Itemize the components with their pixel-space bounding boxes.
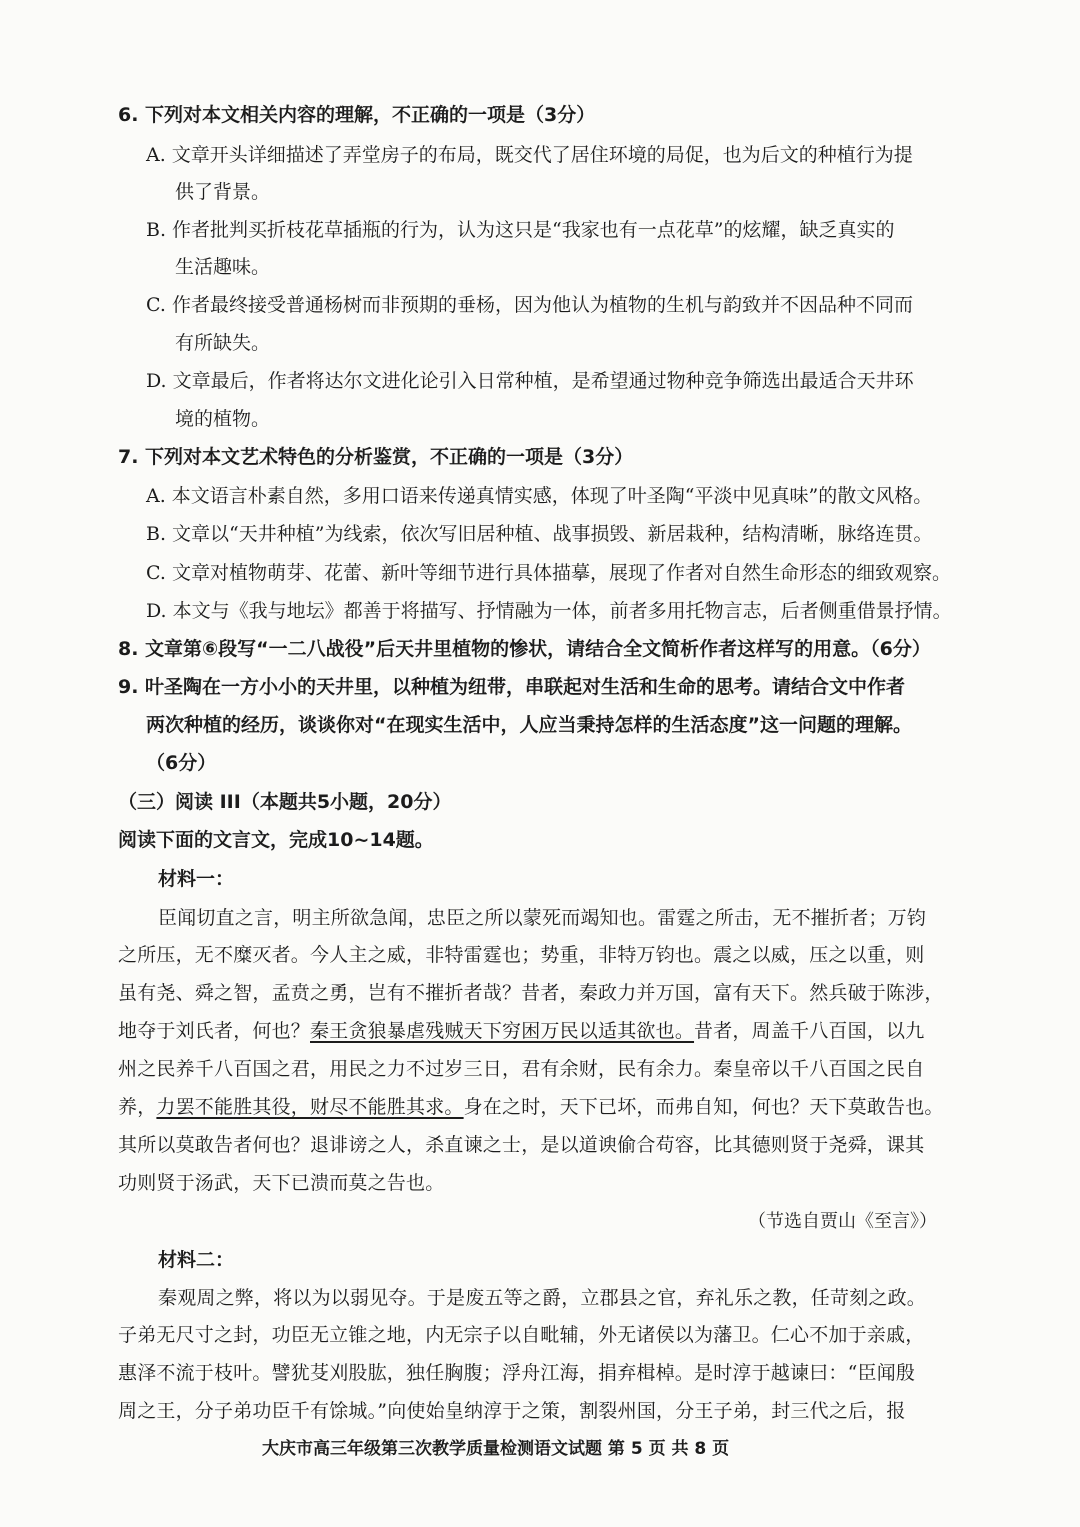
question-9-line2: 两次种植的经历，谈谈你对“在现实生活中，人应当秉持怎样的生活态度”这一问题的理解。 <box>146 714 912 736</box>
question-6-stem: 6. 下列对本文相关内容的理解，不正确的一项是（3分） <box>118 104 596 126</box>
material-1-line4 <box>118 1018 924 1044</box>
material-1-line5: 州之民养千八百国之君，用民之力不过岁三日，君有余财，民有余力。秦皇帝以千八百国之民自 <box>118 1058 925 1080</box>
material-2-line3: 惠泽不流于枝叶。譬犹芟刈股肱，独任胸腹；浮舟江海，捐弃楫棹。是时淳于越谏曰：“臣闻殷 <box>118 1362 916 1384</box>
question-9-line3: （6分） <box>146 752 217 774</box>
question-6-option-a-line1: A. 文章开头详细描述了弄堂房子的布局，既交代了居住环境的局促，也为后文的种植行为提 <box>146 144 913 166</box>
material-1-line8: 功则贤于汤武，天下已溃而莫之告也。 <box>118 1172 445 1194</box>
material-1-line3: 虽有尧、舜之智，孟贲之勇，岂有不摧折者哉？昔者，秦政力并万国，富有天下。然兵破于陈涉， <box>118 982 944 1004</box>
question-7-stem: 7. 下列对本文艺术特色的分析鉴赏，不正确的一项是（3分） <box>118 446 634 468</box>
material-1-line6-start: 养， <box>118 1096 157 1118</box>
question-7-option-a: A. 本文语言朴素自然，多用口语来传递真情实感，体现了叶圣陶“平淡中见真味”的散文风格。 <box>146 485 933 507</box>
question-6-option-b-line2: 生活趣味。 <box>175 256 271 278</box>
material-1-line7: 其所以莫敢告者何也？退诽谤之人，杀直谏之士，是以道谀偷合苟容，比其德则贤于尧舜，课其 <box>118 1134 925 1156</box>
material-1-line4-end: 昔者，周盖千八百国，以九 <box>694 1020 925 1042</box>
material-1-underlined-sentence-1: 秦王贪狼暴虐残贼天下穷困万民以适其欲也。 <box>310 1020 695 1042</box>
material-2-line2: 子弟无尺寸之封，功臣无立锥之地，内无宗子以自毗辅，外无诸侯以为藩卫。仁心不加于亲戚， <box>118 1324 925 1346</box>
question-7-option-d: D. 本文与《我与地坛》都善于将描写、抒情融为一体，前者多用托物言志，后者侧重借景抒情。 <box>146 600 952 622</box>
section-3-instruction: 阅读下面的文言文，完成10~14题。 <box>118 829 434 851</box>
section-3-heading: （三）阅读 III（本题共5小题，20分） <box>118 791 452 813</box>
material-2-line4: 周之王，分子弟功臣千有馀城。”向使始皇纳淳于之策，割裂州国，分王子弟，封三代之后，报 <box>118 1400 906 1422</box>
question-6-option-a-line2: 供了背景。 <box>175 181 271 203</box>
material-1-line6-end: 身在之时，天下已坏，而弗自知，何也？天下莫敢告也。 <box>463 1096 944 1118</box>
question-7-option-c: C. 文章对植物萌芽、花蕾、新叶等细节进行具体描摹，展现了作者对自然生命形态的细致观察。 <box>146 562 951 584</box>
question-6-option-c-line1: C. 作者最终接受普通杨树而非预期的垂杨，因为他认为植物的生机与韵致并不因品种不同而 <box>146 294 913 316</box>
material-1-line6 <box>118 1094 944 1120</box>
material-1-underlined-sentence-2: 力罢不能胜其役，财尽不能胜其求。 <box>156 1096 464 1118</box>
question-6-option-d-line1: D. 文章最后，作者将达尔文进化论引入日常种植，是希望通过物种竞争筛选出最适合天井环 <box>146 370 914 392</box>
question-6-option-c-line2: 有所缺失。 <box>175 332 271 354</box>
material-1-line4-start: 地夺于刘氏者，何也？ <box>118 1020 311 1042</box>
page-footer: 大庆市高三年级第三次教学质量检测语文试题 第 5 页 共 8 页 <box>262 1439 730 1459</box>
material-1-source: （节选自贾山《至言》） <box>748 1211 937 1232</box>
material-1-line1: 臣闻切直之言，明主所欲急闻，忠臣之所以蒙死而竭知也。雷霆之所击，无不摧折者；万钧 <box>158 907 927 929</box>
material-1-label: 材料一： <box>158 868 235 890</box>
question-7-option-b: B. 文章以“天井种植”为线索，依次写旧居种植、战事损毁、新居栽种，结构清晰，脉络连贯。 <box>146 523 933 545</box>
material-1-line2: 之所压，无不糜灭者。今人主之威，非特雷霆也；势重，非特万钧也。震之以威，压之以重，则 <box>118 944 925 966</box>
question-9-line1: 9. 叶圣陶在一方小小的天井里，以种植为纽带，串联起对生活和生命的思考。请结合文中作者 <box>118 676 906 698</box>
material-2-line1: 秦观周之弊，将以为以弱见夺。于是废五等之爵，立郡县之官，弃礼乐之教，任苛刻之政。 <box>158 1287 927 1309</box>
material-2-label: 材料二： <box>158 1249 235 1271</box>
question-6-option-b-line1: B. 作者批判买折枝花草插瓶的行为，认为这只是“我家也有一点花草”的炫耀，缺乏真实的 <box>146 219 895 241</box>
question-6-option-d-line2: 境的植物。 <box>175 408 271 430</box>
question-8-stem: 8. 文章第⑥段写“一二八战役”后天井里植物的惨状，请结合全文简析作者这样写的用意。（6分） <box>118 638 931 660</box>
